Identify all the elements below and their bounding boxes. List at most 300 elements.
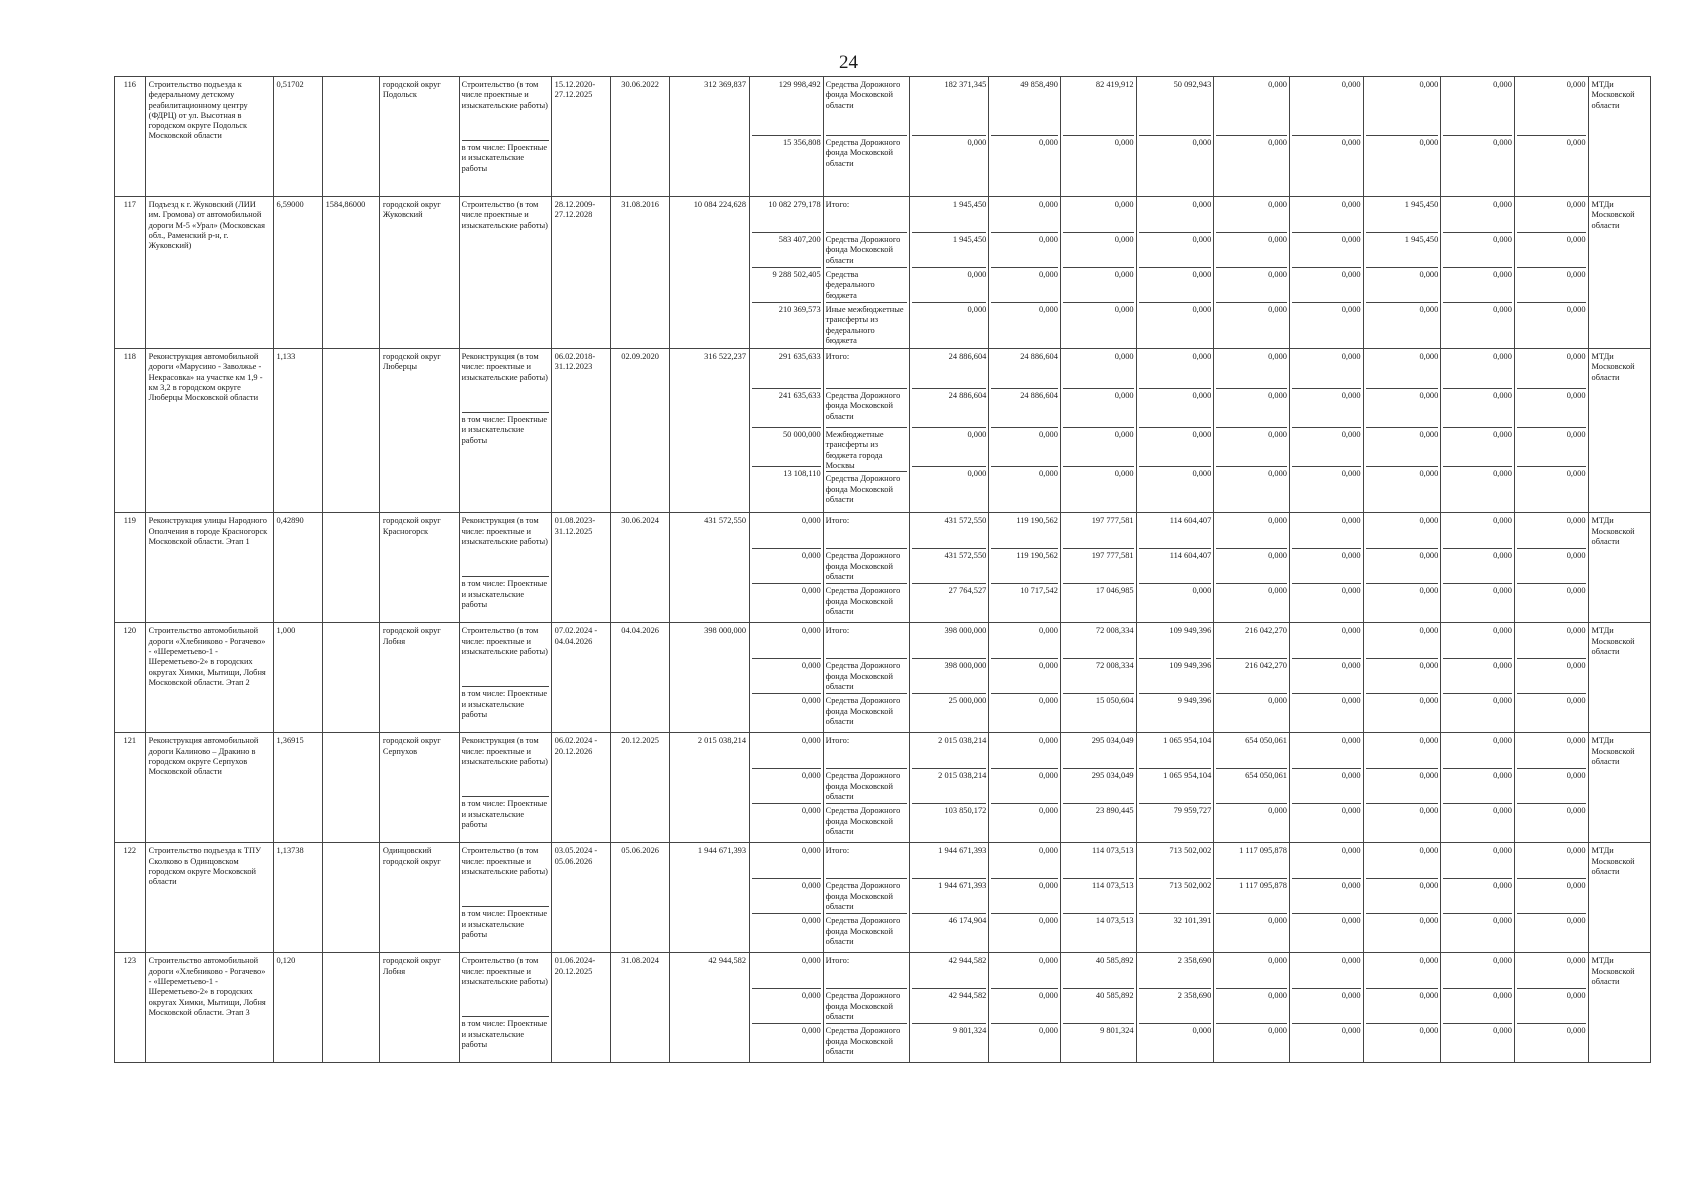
work-type <box>459 77 551 197</box>
amount-y5-item: 0,000 <box>1341 469 1361 479</box>
amount-total-item: 0,000 <box>967 305 987 314</box>
amount-y4-item: 1 117 095,878 <box>1216 879 1287 914</box>
customer: МТДи Московской области <box>1588 349 1650 513</box>
amount-y2-item: 0,000 <box>1114 138 1134 147</box>
amount-y5-item: 0,000 <box>1292 954 1361 989</box>
work-dates: 03.05.2024 - 05.06.2026 <box>551 843 610 953</box>
amount-y6 <box>1363 953 1441 1063</box>
amount-y6-item: 0,000 <box>1366 514 1439 549</box>
object-area <box>322 623 379 733</box>
amount-y4 <box>1214 733 1290 843</box>
row-number: 118 <box>115 349 146 513</box>
amount-y3-item: 0,000 <box>1139 428 1212 467</box>
amount-y5 <box>1289 513 1363 623</box>
project-cost: 1 944 671,393 <box>670 843 750 953</box>
work-type-item: Реконструкция (в том числе: проектные и изыскательские работы) <box>462 514 549 577</box>
amount-y7-item: 0,000 <box>1443 989 1512 1024</box>
amount-y5-item: 0,000 <box>1292 389 1361 428</box>
amount-y2-item: 114 073,513 <box>1063 879 1134 914</box>
amount-total-item: 1 944 671,393 <box>912 844 987 879</box>
funding-source <box>823 843 909 953</box>
amount-y4-item: 0,000 <box>1216 514 1287 549</box>
financed-amount-item: 241 635,633 <box>752 389 821 428</box>
amount-total-item: 398 000,000 <box>912 659 987 694</box>
financed-amount-item: 0,000 <box>752 954 821 989</box>
amount-y3-item: 109 949,396 <box>1139 624 1212 659</box>
amount-y1 <box>989 623 1061 733</box>
amount-y2-item: 197 777,581 <box>1063 514 1134 549</box>
funding-source-item: Средства Дорожного фонда Московской области <box>825 138 901 168</box>
amount-y8-item: 0,000 <box>1517 769 1586 804</box>
object-area <box>322 77 379 197</box>
amount-y2 <box>1060 349 1136 513</box>
amount-total-item: 0,000 <box>967 469 987 479</box>
amount-y8-item: 0,000 <box>1566 806 1586 816</box>
amount-y8-item: 0,000 <box>1517 268 1586 303</box>
financed-amount-item: 0,000 <box>752 769 821 804</box>
amount-y4-item: 0,000 <box>1216 350 1287 389</box>
amount-y4 <box>1214 513 1290 623</box>
funding-source-item: Средства Дорожного фонда Московской области <box>825 916 901 946</box>
work-dates: 06.02.2018-31.12.2023 <box>551 349 610 513</box>
financed-amount-item: 0,000 <box>752 624 821 659</box>
amount-y1-item: 10 717,542 <box>1020 586 1058 596</box>
municipality: городской округ Люберцы <box>379 349 459 513</box>
work-type-item: Строительство (в том числе: проектные и изыскательские работы) <box>462 844 549 907</box>
amount-y7 <box>1441 349 1515 513</box>
municipality: городской округ Красногорск <box>379 513 459 623</box>
amount-y5 <box>1289 733 1363 843</box>
funding-source-item: Средства Дорожного фонда Московской области <box>826 389 907 428</box>
amount-y1-item: 49 858,490 <box>991 78 1058 136</box>
financed-amount <box>750 349 824 513</box>
work-type-item: в том числе: Проектные и изыскательские работы <box>461 1019 548 1049</box>
amount-total-item: 1 945,450 <box>912 198 987 233</box>
amount-y5-item: 0,000 <box>1341 806 1361 816</box>
amount-y7-item: 0,000 <box>1443 78 1512 136</box>
amount-y8 <box>1514 197 1588 349</box>
amount-total-item: 24 886,604 <box>912 389 987 428</box>
object-name: Реконструкция улицы Народного Ополчения в городе Красногорск Московской области. Этап 1 <box>145 513 273 623</box>
amount-y2-item: 0,000 <box>1063 268 1134 303</box>
amount-y5 <box>1289 623 1363 733</box>
table-body <box>115 77 1651 1063</box>
amount-y6-item: 0,000 <box>1366 350 1439 389</box>
amount-y2-item: 40 585,892 <box>1063 954 1134 989</box>
amount-y5 <box>1289 197 1363 349</box>
amount-total-item: 24 886,604 <box>912 350 987 389</box>
amount-y2 <box>1060 197 1136 349</box>
completion-date: 02.09.2020 <box>610 349 669 513</box>
work-dates: 01.08.2023-31.12.2025 <box>551 513 610 623</box>
amount-y3 <box>1136 77 1214 197</box>
object-name: Реконструкция автомобильной дороги Калиново – Дракино в городском округе Серпухов Московской области <box>145 733 273 843</box>
work-type-item: в том числе: Проектные и изыскательские работы <box>461 143 548 173</box>
work-dates: 07.02.2024 - 04.04.2026 <box>551 623 610 733</box>
work-type-item: в том числе: Проектные и изыскательские работы <box>461 579 548 609</box>
amount-y1-item: 0,000 <box>991 954 1058 989</box>
amount-y2-item: 82 419,912 <box>1063 78 1134 136</box>
amount-y7 <box>1441 953 1515 1063</box>
amount-y6 <box>1363 197 1441 349</box>
completion-date: 31.08.2024 <box>610 953 669 1063</box>
amount-y2-item: 0,000 <box>1063 198 1134 233</box>
amount-y3-item: 0,000 <box>1139 350 1212 389</box>
table-row <box>115 513 1651 623</box>
object-length: 0,42890 <box>273 513 322 623</box>
table-row <box>115 733 1651 843</box>
amount-y4-item: 0,000 <box>1268 916 1287 926</box>
amount-y6-item: 0,000 <box>1366 428 1439 467</box>
financed-amount-item: 129 998,492 <box>752 78 821 136</box>
financed-amount-item: 0,000 <box>801 806 821 816</box>
work-type-item: в том числе: Проектные и изыскательские работы <box>461 909 548 939</box>
object-area <box>322 513 379 623</box>
object-length: 1,000 <box>273 623 322 733</box>
amount-y6-item: 0,000 <box>1366 769 1439 804</box>
amount-y8-item: 0,000 <box>1517 879 1586 914</box>
object-name: Подъезд к г. Жуковский (ЛИИ им. Громова) от автомобильной дороги М-5 «Урал» (Московская обл., Раменский р-н, г. Жуковский) <box>145 197 273 349</box>
amount-y5-item: 0,000 <box>1292 734 1361 769</box>
funding-source-item: Средства Дорожного фонда Московской области <box>826 549 907 584</box>
funding-source-item: Средства Дорожного фонда Московской области <box>826 78 907 136</box>
amount-y6 <box>1363 77 1441 197</box>
amount-total <box>909 843 989 953</box>
work-type-item: Строительство (в том числе проектные и изыскательские работы) <box>462 78 549 141</box>
work-type <box>459 843 551 953</box>
customer: МТДи Московской области <box>1588 77 1650 197</box>
municipality: городской округ Лобня <box>379 623 459 733</box>
funding-source-item: Средства Дорожного фонда Московской области <box>825 696 901 726</box>
amount-y5-item: 0,000 <box>1292 879 1361 914</box>
funding-source-item: Средства Дорожного фонда Московской области <box>825 586 901 616</box>
amount-total-item: 2 015 038,214 <box>912 734 987 769</box>
row-number: 122 <box>115 843 146 953</box>
amount-total <box>909 77 989 197</box>
funding-source <box>823 733 909 843</box>
financed-amount-item: 0,000 <box>752 659 821 694</box>
project-cost: 312 369,837 <box>670 77 750 197</box>
municipality: городской округ Жуковский <box>379 197 459 349</box>
row-number: 119 <box>115 513 146 623</box>
project-cost: 2 015 038,214 <box>670 733 750 843</box>
amount-y4-item: 0,000 <box>1268 138 1287 147</box>
table-row <box>115 77 1651 197</box>
amount-y1 <box>989 733 1061 843</box>
amount-y7-item: 0,000 <box>1493 1026 1512 1036</box>
project-cost: 10 084 224,628 <box>670 197 750 349</box>
amount-y3-item: 2 358,690 <box>1139 954 1212 989</box>
amount-y8-item: 0,000 <box>1517 198 1586 233</box>
amount-y7-item: 0,000 <box>1493 138 1512 147</box>
amount-y8-item: 0,000 <box>1517 428 1586 467</box>
work-type-item: Реконструкция (в том числе: проектные и изыскательские работы) <box>462 734 549 797</box>
work-dates: 06.02.2024 - 20.12.2026 <box>551 733 610 843</box>
financed-amount <box>750 623 824 733</box>
amount-y8-item: 0,000 <box>1566 138 1586 147</box>
amount-total <box>909 623 989 733</box>
amount-y8-item: 0,000 <box>1517 514 1586 549</box>
customer: МТДи Московской области <box>1588 197 1650 349</box>
financed-amount-item: 9 288 502,405 <box>752 268 821 303</box>
amount-y7-item: 0,000 <box>1443 350 1512 389</box>
amount-y3 <box>1136 513 1214 623</box>
financed-amount-item: 583 407,200 <box>752 233 821 268</box>
work-type-item: Строительство (в том числе: проектные и изыскательские работы) <box>462 624 549 687</box>
completion-date: 30.06.2022 <box>610 77 669 197</box>
financed-amount-item: 0,000 <box>752 514 821 549</box>
amount-y1-item: 0,000 <box>991 198 1058 233</box>
object-area <box>322 349 379 513</box>
amount-y5-item: 0,000 <box>1292 844 1361 879</box>
financed-amount <box>750 197 824 349</box>
amount-y4-item: 0,000 <box>1268 806 1287 816</box>
financed-amount-item: 0,000 <box>752 844 821 879</box>
amount-y2 <box>1060 77 1136 197</box>
object-name: Строительство подъезда к ТПУ Сколково в Одинцовском городском округе Московской области <box>145 843 273 953</box>
funding-source-item: Средства Дорожного фонда Московской области <box>825 806 901 836</box>
financed-amount <box>750 953 824 1063</box>
funding-source-item: Итого: <box>826 954 907 989</box>
work-type <box>459 197 551 349</box>
amount-y6-item: 0,000 <box>1366 659 1439 694</box>
table-row <box>115 349 1651 513</box>
object-area <box>322 843 379 953</box>
row-number: 116 <box>115 77 146 197</box>
amount-y8-item: 0,000 <box>1517 659 1586 694</box>
amount-y8 <box>1514 623 1588 733</box>
work-dates: 15.12.2020-27.12.2025 <box>551 77 610 197</box>
amount-y5-item: 0,000 <box>1341 138 1361 147</box>
object-length: 1,133 <box>273 349 322 513</box>
row-number: 121 <box>115 733 146 843</box>
completion-date: 31.08.2016 <box>610 197 669 349</box>
amount-y3-item: 1 065 954,104 <box>1139 734 1212 769</box>
work-dates: 01.06.2024-20.12.2025 <box>551 953 610 1063</box>
funding-source-item: Межбюджетные трансферты из бюджета города Москвы <box>826 428 907 472</box>
amount-y2 <box>1060 953 1136 1063</box>
amount-total-item: 27 764,527 <box>948 586 987 596</box>
amount-y1-item: 0,000 <box>991 844 1058 879</box>
amount-y6-item: 0,000 <box>1419 916 1439 926</box>
amount-y7-item: 0,000 <box>1493 305 1512 314</box>
amount-y5 <box>1289 77 1363 197</box>
amount-y8-item: 0,000 <box>1517 233 1586 268</box>
project-cost: 431 572,550 <box>670 513 750 623</box>
amount-y2-item: 295 034,049 <box>1063 769 1134 804</box>
amount-total-item: 182 371,345 <box>912 78 987 136</box>
work-type-item: в том числе: Проектные и изыскательские работы <box>461 689 548 719</box>
amount-y6-item: 0,000 <box>1419 469 1439 479</box>
amount-y7 <box>1441 623 1515 733</box>
amount-y7-item: 0,000 <box>1493 916 1512 926</box>
completion-date: 04.04.2026 <box>610 623 669 733</box>
amount-total <box>909 349 989 513</box>
financed-amount-item: 13 108,110 <box>783 469 821 479</box>
financed-amount-item: 0,000 <box>752 549 821 584</box>
amount-y8 <box>1514 733 1588 843</box>
row-number: 117 <box>115 197 146 349</box>
financed-amount <box>750 843 824 953</box>
amount-total-item: 1 945,450 <box>912 233 987 268</box>
amount-y1-item: 0,000 <box>1039 138 1058 147</box>
amount-y3 <box>1136 843 1214 953</box>
amount-y5-item: 0,000 <box>1341 586 1361 596</box>
amount-y7-item: 0,000 <box>1443 389 1512 428</box>
amount-total <box>909 197 989 349</box>
amount-y8-item: 0,000 <box>1566 469 1586 479</box>
amount-y1 <box>989 953 1061 1063</box>
amount-y2-item: 0,000 <box>1114 305 1134 314</box>
amount-y8-item: 0,000 <box>1517 734 1586 769</box>
amount-y4 <box>1214 953 1290 1063</box>
financed-amount-item: 291 635,633 <box>752 350 821 389</box>
amount-y2 <box>1060 843 1136 953</box>
amount-y3-item: 2 358,690 <box>1139 989 1212 1024</box>
financed-amount <box>750 77 824 197</box>
amount-y1-item: 119 190,562 <box>991 549 1058 584</box>
amount-y6-item: 0,000 <box>1366 989 1439 1024</box>
funding-source-item: Итого: <box>826 350 907 389</box>
amount-total-item: 431 572,550 <box>912 514 987 549</box>
amount-y8-item: 0,000 <box>1517 78 1586 136</box>
amount-y2-item: 15 050,604 <box>1095 696 1134 706</box>
amount-y8-item: 0,000 <box>1517 549 1586 584</box>
amount-y6-item: 1 945,450 <box>1366 198 1439 233</box>
amount-y3-item: 50 092,943 <box>1139 78 1212 136</box>
amount-y4-item: 0,000 <box>1268 1026 1287 1036</box>
amount-y3-item: 0,000 <box>1192 138 1212 147</box>
amount-y7-item: 0,000 <box>1443 549 1512 584</box>
amount-y4-item: 0,000 <box>1216 78 1287 136</box>
amount-y7 <box>1441 513 1515 623</box>
amount-y2-item: 14 073,513 <box>1095 916 1134 926</box>
amount-y3 <box>1136 953 1214 1063</box>
amount-y7 <box>1441 77 1515 197</box>
amount-y4 <box>1214 349 1290 513</box>
amount-y4-item: 0,000 <box>1216 233 1287 268</box>
funding-source-item: Итого: <box>826 198 907 233</box>
amount-y6-item: 0,000 <box>1366 844 1439 879</box>
amount-y6-item: 0,000 <box>1366 268 1439 303</box>
completion-date: 05.06.2026 <box>610 843 669 953</box>
program-table <box>114 76 1651 1063</box>
funding-source <box>823 197 909 349</box>
financed-amount-item: 0,000 <box>801 586 821 596</box>
funding-source-item: Средства Дорожного фонда Московской области <box>825 1026 901 1056</box>
amount-y6 <box>1363 733 1441 843</box>
amount-y3-item: 0,000 <box>1139 389 1212 428</box>
amount-y6-item: 1 945,450 <box>1366 233 1439 268</box>
funding-source-item: Итого: <box>826 844 907 879</box>
amount-y1-item: 0,000 <box>991 428 1058 467</box>
amount-y4 <box>1214 77 1290 197</box>
amount-y6 <box>1363 349 1441 513</box>
amount-y8-item: 0,000 <box>1517 350 1586 389</box>
amount-y6-item: 0,000 <box>1366 78 1439 136</box>
amount-total-item: 25 000,000 <box>948 696 987 706</box>
amount-y8 <box>1514 843 1588 953</box>
amount-total-item: 46 174,904 <box>948 916 987 926</box>
amount-y1-item: 0,000 <box>991 624 1058 659</box>
amount-y2-item: 295 034,049 <box>1063 734 1134 769</box>
amount-y1-item: 0,000 <box>1039 806 1058 816</box>
amount-y5-item: 0,000 <box>1292 769 1361 804</box>
object-length: 0,120 <box>273 953 322 1063</box>
work-type-item: Строительство (в том числе проектные и изыскательские работы) <box>461 200 548 230</box>
project-cost: 42 944,582 <box>670 953 750 1063</box>
amount-y8 <box>1514 953 1588 1063</box>
amount-y2-item: 197 777,581 <box>1063 549 1134 584</box>
funding-source-item: Средства Дорожного фонда Московской области <box>826 659 907 694</box>
amount-y5-item: 0,000 <box>1292 78 1361 136</box>
amount-y7-item: 0,000 <box>1493 806 1512 816</box>
table-row <box>115 623 1651 733</box>
amount-y4-item: 654 050,061 <box>1216 734 1287 769</box>
amount-y1 <box>989 77 1061 197</box>
amount-y2 <box>1060 513 1136 623</box>
amount-y1-item: 0,000 <box>1039 469 1058 479</box>
work-type <box>459 733 551 843</box>
financed-amount-item: 50 000,000 <box>752 428 821 467</box>
funding-source <box>823 623 909 733</box>
amount-total-item: 398 000,000 <box>912 624 987 659</box>
financed-amount-item: 10 082 279,178 <box>752 198 821 233</box>
amount-total-item: 0,000 <box>912 428 987 467</box>
amount-y8-item: 0,000 <box>1517 844 1586 879</box>
customer: МТДи Московской области <box>1588 843 1650 953</box>
project-cost: 398 000,000 <box>670 623 750 733</box>
amount-y7 <box>1441 733 1515 843</box>
object-length: 0,51702 <box>273 77 322 197</box>
amount-y7-item: 0,000 <box>1443 624 1512 659</box>
funding-source-item: Итого: <box>826 734 907 769</box>
amount-total <box>909 513 989 623</box>
financed-amount-item: 15 356,808 <box>782 138 821 147</box>
amount-y5-item: 0,000 <box>1292 514 1361 549</box>
funding-source <box>823 77 909 197</box>
amount-y7 <box>1441 843 1515 953</box>
amount-y8-item: 0,000 <box>1517 954 1586 989</box>
amount-y6-item: 0,000 <box>1366 549 1439 584</box>
funding-source-item: Средства Дорожного фонда Московской области <box>826 233 907 268</box>
amount-y8-item: 0,000 <box>1517 389 1586 428</box>
financed-amount <box>750 733 824 843</box>
amount-y2 <box>1060 733 1136 843</box>
amount-y5 <box>1289 349 1363 513</box>
amount-y5-item: 0,000 <box>1292 549 1361 584</box>
object-area <box>322 953 379 1063</box>
amount-y4-item: 0,000 <box>1216 989 1287 1024</box>
amount-y8-item: 0,000 <box>1517 624 1586 659</box>
amount-y7-item: 0,000 <box>1443 233 1512 268</box>
amount-y5-item: 0,000 <box>1341 916 1361 926</box>
amount-y5-item: 0,000 <box>1341 305 1361 314</box>
financed-amount-item: 0,000 <box>801 916 821 926</box>
amount-y4-item: 0,000 <box>1216 268 1287 303</box>
work-type <box>459 623 551 733</box>
amount-y7-item: 0,000 <box>1443 954 1512 989</box>
amount-y7-item: 0,000 <box>1443 659 1512 694</box>
amount-total-item: 9 801,324 <box>952 1026 987 1036</box>
amount-y4-item: 654 050,061 <box>1216 769 1287 804</box>
amount-y5-item: 0,000 <box>1292 659 1361 694</box>
amount-y3-item: 109 949,396 <box>1139 659 1212 694</box>
table-row <box>115 843 1651 953</box>
amount-y7 <box>1441 197 1515 349</box>
amount-y6-item: 0,000 <box>1366 879 1439 914</box>
amount-y4-item: 216 042,270 <box>1216 659 1287 694</box>
